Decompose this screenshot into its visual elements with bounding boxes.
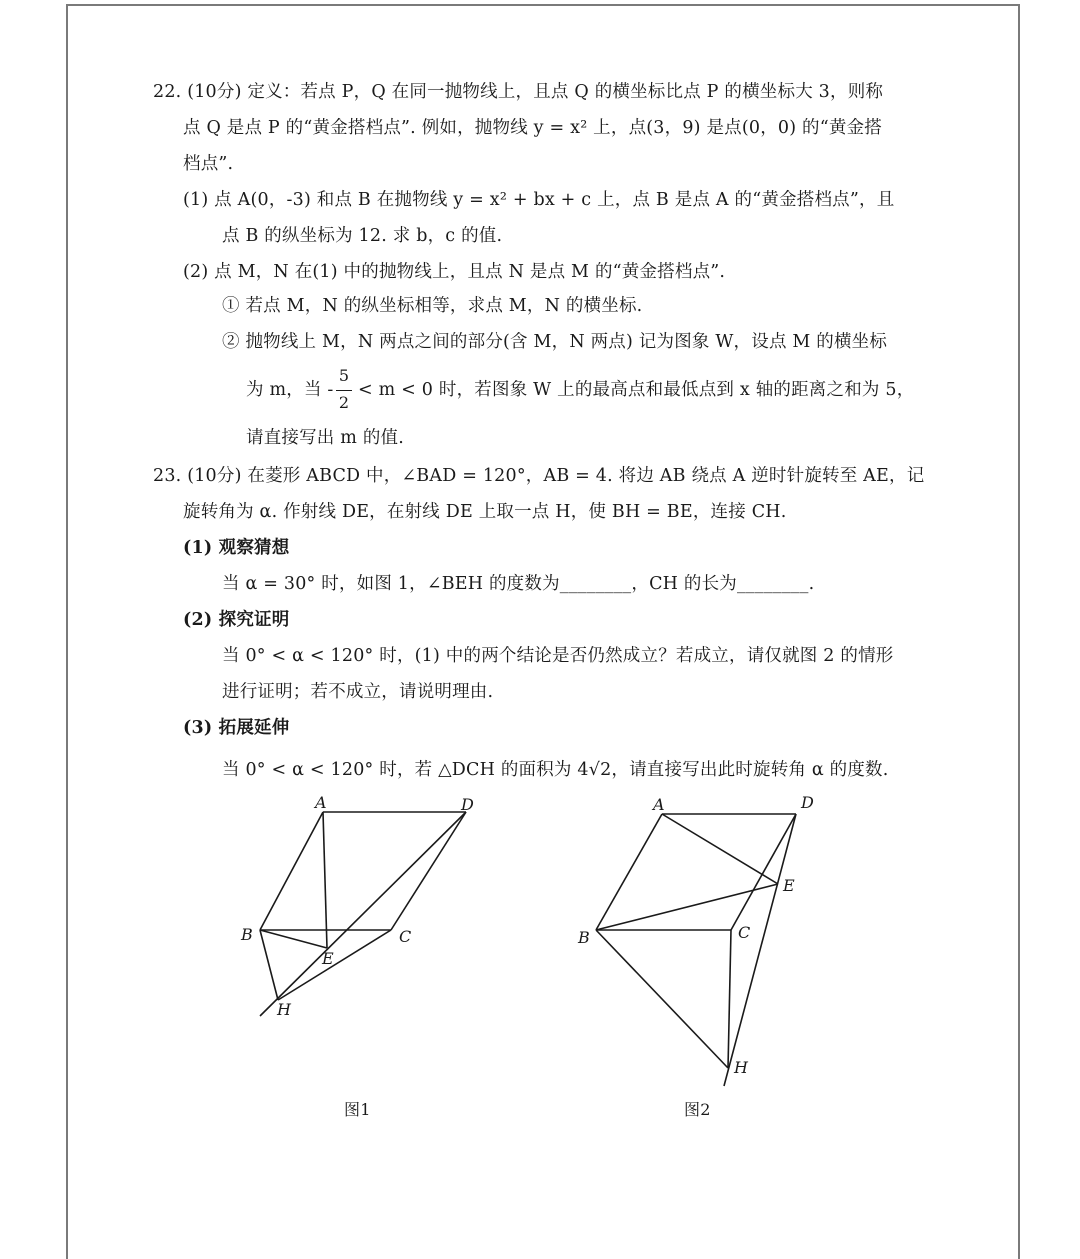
fig1-label-d: D [461, 795, 474, 814]
fig1-segment-ch [278, 930, 391, 1000]
q22-part2-sub2-line3: 请直接写出 m 的值. [246, 428, 404, 448]
fig1-label-e: E [322, 949, 334, 968]
fig2-ray-de [724, 814, 796, 1086]
q22-part2-sub2-pre: 为 m，当 - [246, 380, 334, 400]
fig2-segment-ae [662, 814, 778, 884]
q22-part2-sub2-post: < m < 0 时，若图象 W 上的最高点和最低点到 x 轴的距离之和为 5， [358, 380, 915, 400]
fig1-segment-ae [323, 812, 327, 948]
q23-part3-text: 当 0° < α < 120° 时，若 △DCH 的面积为 4√2，请直接写出此时旋转角 α 的度数. [222, 760, 889, 780]
fraction-denominator: 2 [338, 393, 350, 412]
fig1-segment-be [260, 930, 327, 948]
q23-line2: 旋转角为 α. 作射线 DE，在射线 DE 上取一点 H，使 BH = BE，连接 CH. [183, 502, 787, 522]
q22-part2-line1: (2) 点 M，N 在(1) 中的抛物线上，且点 N 是点 M 的“黄金搭档点”. [183, 262, 726, 282]
fig2-segment-be [596, 884, 778, 930]
figure-1-caption: 图1 [344, 1100, 371, 1119]
fig2-label-b: B [578, 928, 590, 947]
fraction-bar [336, 390, 352, 391]
fig1-label-a: A [315, 793, 327, 812]
fig2-edge-ab [596, 814, 662, 930]
fig1-ray-de [260, 812, 466, 1016]
q22-part1-line1: (1) 点 A(0，-3) 和点 B 在抛物线 y = x² + bx + c 上，点 B 是点 A 的“黄金搭档点”，且 [183, 190, 895, 210]
q23-part2-line2: 进行证明；若不成立，请说明理由. [222, 682, 494, 702]
fig1-edge-ab [260, 812, 323, 930]
q22-part2-sub1: ① 若点 M，N 的纵坐标相等，求点 M，N 的横坐标. [222, 296, 643, 316]
q22-part1-line2: 点 B 的纵坐标为 12. 求 b，c 的值. [222, 226, 503, 246]
fig2-edge-dc [731, 814, 796, 930]
figure-2-diagram [570, 790, 830, 1090]
fig2-label-e: E [783, 876, 795, 895]
fig1-edge-dc [391, 812, 466, 930]
q23-part2-title: (2) 探究证明 [183, 610, 290, 630]
fig2-label-d: D [801, 793, 814, 812]
fig2-label-h: H [734, 1058, 748, 1077]
q22-line2: 点 Q 是点 P 的“黄金搭档点”. 例如，抛物线 y = x² 上，点(3，9) 是点(0，0) 的“黄金搭 [183, 118, 882, 138]
figure-2-caption: 图2 [684, 1100, 711, 1119]
q22-line3: 档点”. [183, 154, 234, 174]
q23-line1: 23. (10分) 在菱形 ABCD 中，∠BAD = 120°，AB = 4. 将边 AB 绕点 A 逆时针旋转至 AE，记 [153, 466, 925, 486]
q23-part3-title: (3) 拓展延伸 [183, 718, 290, 738]
q23-part2-line1: 当 0° < α < 120° 时，(1) 中的两个结论是否仍然成立？若成立，请仅就图 2 的情形 [222, 646, 894, 666]
fig1-label-c: C [399, 927, 412, 946]
q22-line1: 22. (10分) 定义：若点 P，Q 在同一抛物线上，且点 Q 的横坐标比点 P 的横坐标大 3，则称 [153, 82, 884, 102]
fraction-numerator: 5 [338, 366, 350, 385]
figure-1-diagram [230, 790, 490, 1030]
fig2-label-c: C [738, 923, 751, 942]
fig2-segment-bh [596, 930, 728, 1068]
fig1-label-b: B [241, 925, 253, 944]
fig2-segment-ch [728, 930, 731, 1068]
fig2-label-a: A [653, 795, 665, 814]
fig1-label-h: H [277, 1000, 291, 1019]
q22-part2-sub2-line1: ② 抛物线上 M，N 两点之间的部分(含 M，N 两点) 记为图象 W，设点 M 的横坐标 [222, 332, 888, 352]
q23-part1-text: 当 α = 30° 时，如图 1，∠BEH 的度数为________，CH 的长为________. [222, 574, 815, 594]
fig1-segment-bh [260, 930, 278, 1000]
q23-part1-title: (1) 观察猜想 [183, 538, 290, 558]
